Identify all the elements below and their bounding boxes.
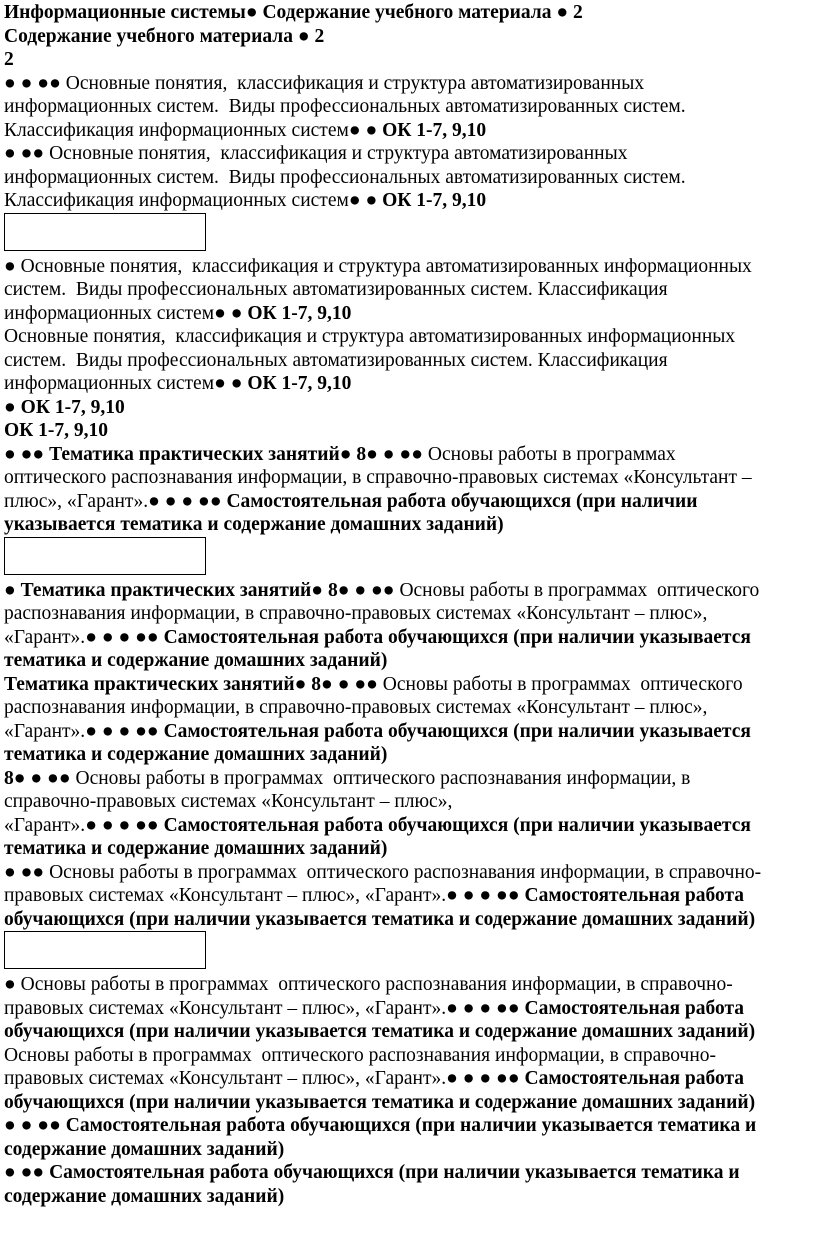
text-line: систем. Виды профессиональных автоматизированных систем. Классификация: [4, 279, 668, 300]
text-line: распознавания информации, в справочно-правовых системах «Консультант – плюс»,: [4, 603, 708, 624]
text-line: указывается тематика и содержание домашних заданий): [4, 514, 504, 535]
text-line: 2: [4, 49, 14, 70]
text-line: ● ● ●● Основные понятия, классификация и структура автоматизированных: [4, 72, 645, 94]
empty-table-cell: [4, 537, 206, 575]
text-line: оптического распознавания информации, в справочно-правовых системах «Консультант –: [4, 467, 752, 488]
text-line: информационных систем● ● ОК 1-7, 9,10: [4, 302, 352, 324]
text-line: ● ●● Основы работы в программах оптического распознавания информации, в справочно-: [4, 861, 762, 883]
text-line: Классификация информационных систем● ● ОК 1-7, 9,10: [4, 119, 487, 141]
text-line: информационных систем● ● ОК 1-7, 9,10: [4, 373, 352, 394]
text-line: ● ОК 1-7, 9,10: [4, 396, 125, 418]
text-line: тематика и содержание домашних заданий): [4, 838, 388, 859]
text-line: ● ●● Тематика практических занятий● 8● ● ●● Основы работы в программах: [4, 443, 676, 465]
text-line: тематика и содержание домашних заданий): [4, 744, 388, 765]
text-line: Основные понятия, классификация и структура автоматизированных информационных: [4, 326, 736, 347]
text-line: плюс», «Гарант».● ● ● ●● Самостоятельная работа обучающихся (при наличии: [4, 490, 698, 512]
text-line: «Гарант».● ● ● ●● Самостоятельная работа обучающихся (при наличии указывается: [4, 814, 751, 836]
text-line: правовых системах «Консультант – плюс», «Гарант».● ● ● ●● Самостоятельная работа: [4, 885, 745, 906]
text-line: Информационные системы● Содержание учебного материала ● 2: [4, 2, 583, 23]
empty-table-cell: [4, 213, 206, 251]
text-line: обучающихся (при наличии указывается тематика и содержание домашних заданий): [4, 1021, 756, 1042]
text-line: «Гарант».● ● ● ●● Самостоятельная работа обучающихся (при наличии указывается: [4, 720, 751, 742]
text-line: ● Основные понятия, классификация и структура автоматизированных информационных: [4, 255, 752, 277]
text-line: 8● ● ●● Основы работы в программах оптического распознавания информации, в: [4, 767, 691, 789]
text-line: информационных систем. Виды профессиональных автоматизированных систем.: [4, 96, 686, 117]
text-line: справочно-правовых системах «Консультант – плюс»,: [4, 791, 453, 812]
text-line: ● Тематика практических занятий● 8● ● ●● Основы работы в программах оптического: [4, 579, 760, 601]
text-line: Тематика практических занятий● 8● ● ●● Основы работы в программах оптического: [4, 673, 743, 695]
text-line: Классификация информационных систем● ● ОК 1-7, 9,10: [4, 190, 487, 211]
text-line: содержание домашних заданий): [4, 1185, 285, 1207]
text-line: содержание домашних заданий): [4, 1138, 285, 1160]
text-line: ОК 1-7, 9,10: [4, 420, 109, 441]
text-line: тематика и содержание домашних заданий): [4, 650, 388, 671]
text-line: Содержание учебного материала ● 2: [4, 25, 325, 47]
text-line: ● Основы работы в программах оптического распознавания информации, в справочно-: [4, 974, 733, 995]
text-line: ● ●● Основные понятия, классификация и структура автоматизированных: [4, 143, 628, 164]
text-line: систем. Виды профессиональных автоматизированных систем. Классификация: [4, 349, 668, 371]
text-line: информационных систем. Виды профессиональных автоматизированных систем.: [4, 166, 686, 188]
text-line: Основы работы в программах оптического распознавания информации, в справочно-: [4, 1044, 717, 1066]
text-line: распознавания информации, в справочно-правовых системах «Консультант – плюс»,: [4, 697, 708, 718]
text-line: правовых системах «Консультант – плюс», «Гарант».● ● ● ●● Самостоятельная работа: [4, 1068, 745, 1089]
text-line: обучающихся (при наличии указывается тематика и содержание домашних заданий): [4, 908, 756, 930]
text-line: «Гарант».● ● ● ●● Самостоятельная работа обучающихся (при наличии указывается: [4, 626, 751, 648]
text-line: обучающихся (при наличии указывается тематика и содержание домашних заданий): [4, 1091, 756, 1113]
text-line: ● ●● Самостоятельная работа обучающихся (при наличии указывается тематика и: [4, 1162, 740, 1183]
empty-table-cell: [4, 931, 206, 969]
text-line: правовых системах «Консультант – плюс», «Гарант».● ● ● ●● Самостоятельная работа: [4, 997, 745, 1019]
text-line: ● ● ●● Самостоятельная работа обучающихся (при наличии указывается тематика и: [4, 1115, 757, 1136]
